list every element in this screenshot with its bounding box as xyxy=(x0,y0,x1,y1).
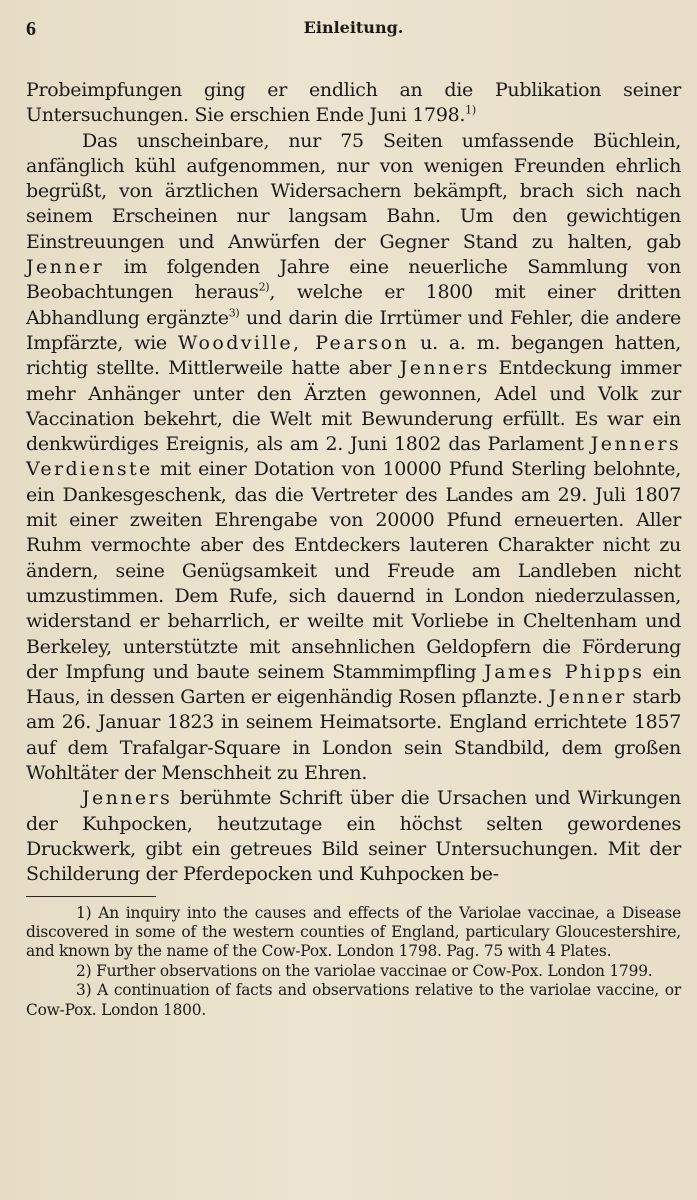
person-names-woodville-pearson: Woodville, Pearson xyxy=(177,331,410,354)
paragraph-1-text: Probeimpfungen ging er endlich an die Publikation seiner Untersuchungen. Sie erschien Ende Juni 1798. xyxy=(26,79,681,127)
paragraph-2-text-9: starb am 26. Januar 1823 in seinem Heimatsorte. England errichtete 1857 auf dem Trafalgar-Square in London sein Standbild, dem großen Wohltäter der Menschheit zu Ehren. xyxy=(26,686,681,785)
paragraph-2-text-8: ein Haus, in dessen Garten er eigenhändig Rosen pflanzte. xyxy=(26,660,681,709)
person-name-jenners-verdienste: Jenners Verdienste xyxy=(26,433,681,481)
footnote-ref-1: 1) xyxy=(465,103,476,117)
paragraph-3 xyxy=(26,786,681,887)
paragraph-2-text-1: Das unscheinbare, nur 75 Seiten umfassende Büchlein, anfänglich kühl aufgenommen, nur von wenigen Freunden ehrlich begrüßt, von ärztlichen Widersachern bekämpft, brach sich nach seinem Erscheinen nur langsam Bahn. Um den gewichtigen Einstreuungen und Anwürfen der Gegner Stand zu halten, gab xyxy=(26,129,681,253)
footnotes xyxy=(26,904,681,1020)
paragraph-2-text-3: , welche er 1800 mit einer dritten Abhandlung ergänzte xyxy=(26,281,681,329)
running-head: Einleitung. xyxy=(303,18,404,37)
paragraph-2-text-7: mit einer Dotation von 10000 Pfund Sterling belohnte, ein Dankesgeschenk, das die Vertreter des Landes am 29. Juli 1807 mit einer zweiten Ehrengabe von 20000 Pfund erneuerten. Aller Ruhm vermochte aber des Entdeckers lauteren Charakter nicht zu ändern, seine Genügsamkeit und Freude am Landleben nicht umzustimmen. Dem Rufe, sich dauernd in London niederzulassen, widerstand er beharrlich, er weilte mit Vorliebe in Cheltenham und Berkeley, unterstützte mit ansehnlichen Geldopfern die Förderung der Impfung und baute seinem Stammimpfling xyxy=(26,458,681,683)
footnote-divider xyxy=(26,896,156,897)
footnote-ref-2: 2) xyxy=(258,281,270,295)
footnote-2: 2) Further observations on the variolae vaccinae or Cow-Pox. London 1799. xyxy=(76,961,653,980)
footnote-ref-3: 3) xyxy=(228,306,240,320)
page-header xyxy=(26,18,681,44)
paragraph-2-text-5: u. a. m. begangen hatten, richtig stellte. Mittlerweile hatte aber xyxy=(26,331,681,380)
paragraph-2-text-2: im folgenden Jahre eine neuerliche Sammlung von Beobachtungen heraus xyxy=(26,256,681,304)
person-name-james-phipps: James Phipps xyxy=(484,660,645,683)
person-name-jenners-3: Jenners xyxy=(82,787,173,810)
footnote-3: 3) A continuation of facts and observations relative to the variolae vaccine, or Cow-Pox. London 1800. xyxy=(26,981,681,1019)
paragraph-1 xyxy=(26,78,681,129)
person-name-jenner-2: Jenner xyxy=(548,686,627,709)
paragraph-3-text: berühmte Schrift über die Ursachen und Wirkungen der Kuhpocken, heutzutage ein höchst selten gewordenes Druckwerk, gibt ein getreues Bild seiner Untersuchungen. Mit der Schilderung der Pferdepocken und Kuhpocken be- xyxy=(26,787,681,886)
person-name-jenner: Jenner xyxy=(26,256,105,279)
paragraph-2-text-6: Entdeckung immer mehr Anhänger unter den Ärzten gewonnen, Adel und Volk zur Vaccination bekehrt, die Welt mit Bewunderung erfüllt. Es war ein denkwürdiges Ereignis, als am 2. Juni 1802 das Parlament xyxy=(26,357,682,456)
paragraph-2-text-4: und darin die Irrtümer und Fehler, die andere Impfärzte, wie xyxy=(26,306,681,354)
body-text xyxy=(26,78,681,888)
footnote-1: 1) An inquiry into the causes and effects of the Variolae vaccinae, a Disease discovered in some of the western counties of England, particulary Gloucestershire, and known by the name of the Cow-Pox. London 1798. Pag. 75 with 4 Plates. xyxy=(26,903,681,961)
paragraph-2 xyxy=(26,129,681,787)
page-number: 6 xyxy=(26,18,36,40)
person-name-jenners: Jenners xyxy=(399,357,490,380)
